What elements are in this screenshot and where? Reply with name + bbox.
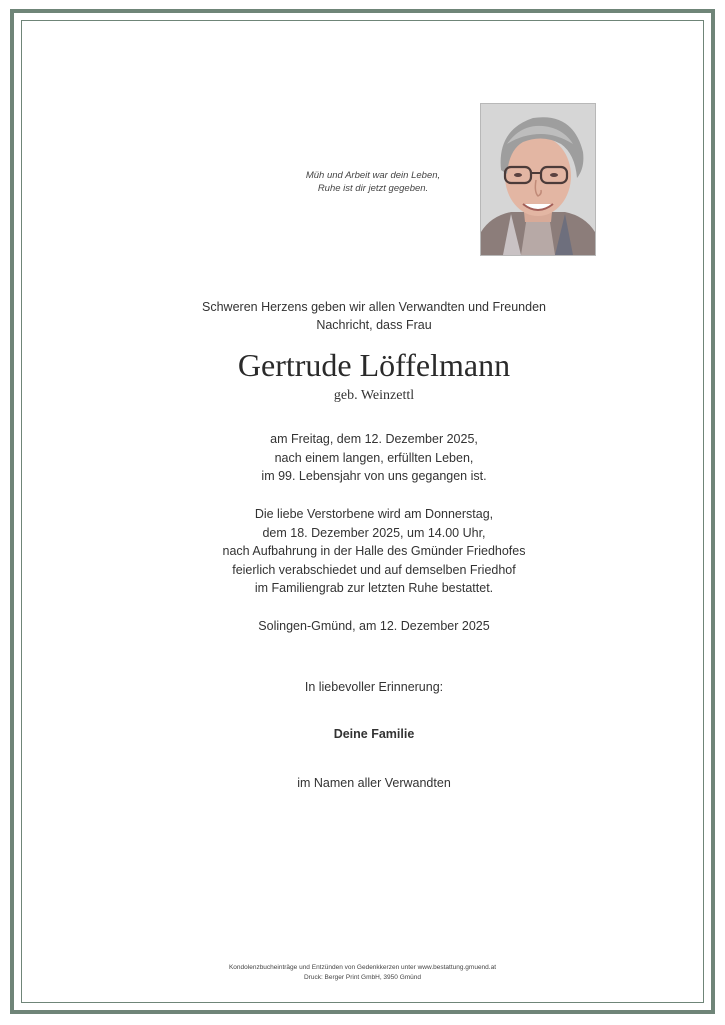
death-notice (120, 430, 628, 486)
portrait-photo (480, 103, 596, 256)
footer-print-line: Druck: Berger Print GmbH, 3950 Gmünd (303, 974, 422, 981)
remembrance-line: In liebevoller Erinnerung: (304, 680, 444, 694)
death-line-3: im 99. Lebensjahr von uns gegangen ist. (261, 469, 487, 483)
funeral-line-5: im Familiengrab zur letzten Ruhe bestattet. (254, 581, 494, 595)
death-line-1: am Freitag, dem 12. Dezember 2025, (270, 432, 478, 446)
relatives-line: im Namen aller Verwandten (297, 776, 451, 790)
funeral-line-1: Die liebe Verstorbene wird am Donnerstag, (254, 507, 494, 521)
maiden-name: geb. Weinzettl (333, 388, 415, 403)
funeral-line-2: dem 18. Dezember 2025, um 14.00 Uhr, (262, 525, 486, 540)
deceased-name: Gertrude Löffelmann (237, 347, 511, 383)
death-line-2: nach einem langen, erfüllten Leben, (274, 450, 474, 465)
funeral-details (120, 505, 628, 598)
funeral-line-4: feierlich verabschiedet und auf demselben Friedhof (232, 562, 516, 577)
family-signature: Deine Familie (333, 727, 415, 741)
funeral-line-3: nach Aufbahrung in der Halle des Gmünder Friedhofes (222, 544, 526, 558)
footer (160, 963, 565, 983)
footer-condolence-line: Kondolenzbucheinträge und Entzünden von Gedenkkerzen unter www.bestattung.gmuend.at (228, 964, 497, 971)
motto (240, 169, 506, 195)
intro-line-2: Nachricht, dass Frau (316, 318, 432, 332)
place-and-date: Solingen-Gmünd, am 12. Dezember 2025 (258, 619, 490, 633)
intro-line-1: Schweren Herzens geben wir allen Verwandten und Freunden (202, 300, 546, 314)
motto-line-2: Ruhe ist dir jetzt gegeben. (317, 183, 429, 194)
motto-line-1: Müh und Arbeit war dein Leben, (305, 170, 441, 181)
portrait-illustration (481, 104, 595, 255)
intro-text (120, 298, 628, 334)
